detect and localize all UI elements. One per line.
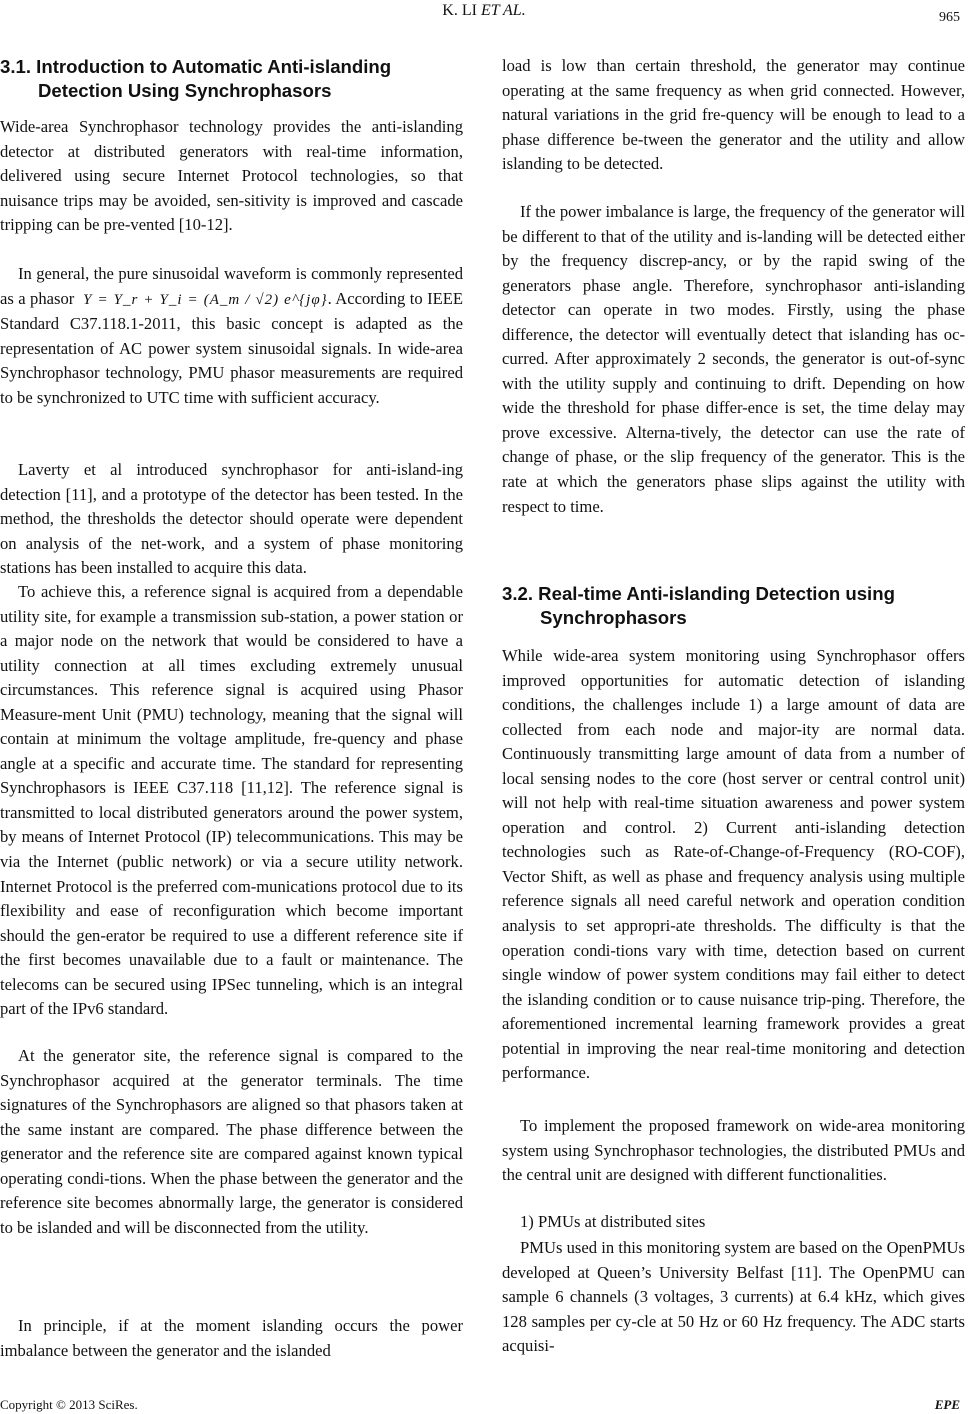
left-paragraph-3: Laverty et al introduced synchrophasor for anti-island-ing detection [11], and a prototype of the detector has been tested. In the method, the thresholds the detector should operate were dependent on analysis of the net-work, and a system of phase monitoring stations has been installed to acquire this data. [0,460,463,578]
left-paragraph-6-block [0,1314,463,1363]
header-author: K. LI [442,2,477,19]
right-paragraph-6-block [502,1236,965,1359]
right-paragraph-4-block [502,1114,965,1188]
header-et-al: ET AL. [480,2,526,19]
section-3-2-title-line1: 3.2. Real-time Anti-islanding Detection using [502,583,895,604]
left-paragraph-6: In principle, if at the moment islanding occurs the power imbalance between the generator and the islanded [0,1316,463,1360]
left-paragraph-4: To achieve this, a reference signal is acquired from a dependable utility site, for example a transmission sub-station, a power station or a major node on the network that would be considered to have a utility connection at all times excluding extremely unusual circumstances. This reference signal is acquired using Phasor Measure-ment Unit (PMU) technology, meaning that the signal will contain at minimum the voltage amplitude, fre-quency and phase angle at a specific and accurate time. The standard for representing Synchrophasors is IEEE C37.118 [11,12]. The reference signal is transmitted to local distributed generators around the power system, by means of Internet Protocol (IP) telecommunications. This may be via the Internet (public network) or via a secure utility network. Internet Protocol is the preferred com-munications protocol due to its flexibility and ease of reconfiguration which become important should the gen-erator be required to use a different reference site if the first becomes unavailable due to a fault or maintenance. The telecoms can be secured using IPSec tunneling, which is an integral part of the IPv6 standard. [0,582,463,1019]
left-paragraph-3-block [0,458,463,581]
left-paragraph-1-block [0,115,463,238]
right-paragraph-4: To implement the proposed framework on wide-area monitoring system using Synchrophasor technologies, the distributed PMUs and the central unit are designed with different functionalities. [502,1116,965,1185]
phasor-after-text: . According to IEEE Standard C37.118.1-2011, this basic concept is adapted as the representation of AC power system sinusoidal signals. In wide-area Synchrophasor technology, PMU phasor measurements are required to be synchronized to UTC time with sufficient accuracy. [0,288,464,407]
right-paragraph-1-block [502,54,965,177]
right-paragraph-3-block [502,644,965,1086]
right-paragraph-1: load is low than certain threshold, the generator may continue operating at the same frequency as when grid connected. However, natural variations in the grid fre-quency will be enough to lead to a phase difference be-tween the generator and the utility and allow islanding to be detected. [502,56,965,174]
section-3-1-title [0,55,463,103]
footer-journal: EPE [934,1397,960,1412]
section-3-1-heading-block [0,55,463,103]
left-paragraph-2 [0,262,463,410]
right-paragraph-2-block [502,200,965,519]
section-3-2-heading-block [502,582,965,630]
left-paragraph-1: Wide-area Synchrophasor technology provides the anti-islanding detector at distributed generators with real-time information, delivered using secure Internet Protocol technologies, so that nuisance trips may be avoided, sen-sitivity is improved and cascade tripping can be pre-vented [10-12]. [0,117,463,235]
left-paragraph-4-block [0,580,463,1022]
page-number: 965 [939,10,960,25]
left-paragraph-5: At the generator site, the reference signal is compared to the Synchrophasor acquired at the generator terminals. The time signatures of the Synchrophasors are aligned so that phasors taken at the same instant are compared. The phase difference between the generator and the reference site are compared against known typical operating condi-tions. When the phase between the generator and the reference site becomes abnormally large, the generator is considered to be islanded and will be disconnected from the utility. [0,1046,463,1237]
section-3-1-title-line1: 3.1. Introduction to Automatic Anti-islanding [0,56,392,77]
footer-copyright: Copyright © 2013 SciRes. [0,1397,138,1412]
right-paragraph-5: 1) PMUs at distributed sites [520,1212,706,1231]
section-3-2-title-line2: Synchrophasors [540,607,687,628]
running-header [0,0,968,21]
left-paragraph-2-block [0,262,463,410]
section-3-2-title [502,582,965,630]
right-paragraph-5-block [502,1210,965,1235]
section-3-1-title-line2: Detection Using Synchrophasors [38,80,332,101]
right-paragraph-2: If the power imbalance is large, the frequency of the generator will be different to that of the utility and is-landing will be detected either by the frequency discrep-ancy, or by the rapid swing of the generators phase angle. Therefore, synchrophasor anti-islanding detector can operate in two modes. Firstly, using the phase difference, the detector will eventually detect that islanding has oc-curred. After approximately 2 seconds, the generator is out-of-sync with the utility supply and continuing to drift. Depending on how wide the threshold for phase differ-ence is set, the time delay may prove excessive. Alterna-tively, the detector can use the rate of change of phase, or the slip frequency of the generator. This is the rate at which the generators phase slips against the utility with respect to time. [502,202,965,516]
phasor-intro-text: In general, the pure sinusoidal waveform is commonly represented as a phasor [0,264,463,308]
right-paragraph-6: PMUs used in this monitoring system are based on the OpenPMUs developed at Queen’s University Belfast [11]. The OpenPMU can sample 6 channels (3 voltages, 3 currents) at 6.4 kHz, which gives 128 samples per cy-cle at 50 Hz or 60 Hz frequency. The ADC starts acquisi- [502,1238,965,1356]
phasor-formula: Y = Y_r + Y_i = (A_m / √2) e^{jφ} [83,291,328,308]
left-paragraph-5-block [0,1044,463,1240]
right-paragraph-3: While wide-area system monitoring using Synchrophasor offers improved opportunities for automatic detection of islanding conditions, the challenges include 1) a large amount of data are collected from each node and major-ity are normal data. Continuously transmitting large amount of data from a number of local sensing nodes to the core (host server or central control unit) will not help with real-time situation awareness and power system operation and control. 2) Current anti-islanding detection technologies such as Rate-of-Change-of-Frequency (RO-COF), Vector Shift, as well as phase and frequency analysis using multiple reference signals all need careful network and operation condition analysis to set appropri-ate thresholds. The difficulty is that the operation condi-tions vary with time, detection based on current single window of power system conditions may fail either to detect the islanding condition or to cause nuisance trip-ping. Therefore, the aforementioned incremental learning framework provides a great potential in improving the near real-time monitoring and detection performance. [502,646,965,1083]
